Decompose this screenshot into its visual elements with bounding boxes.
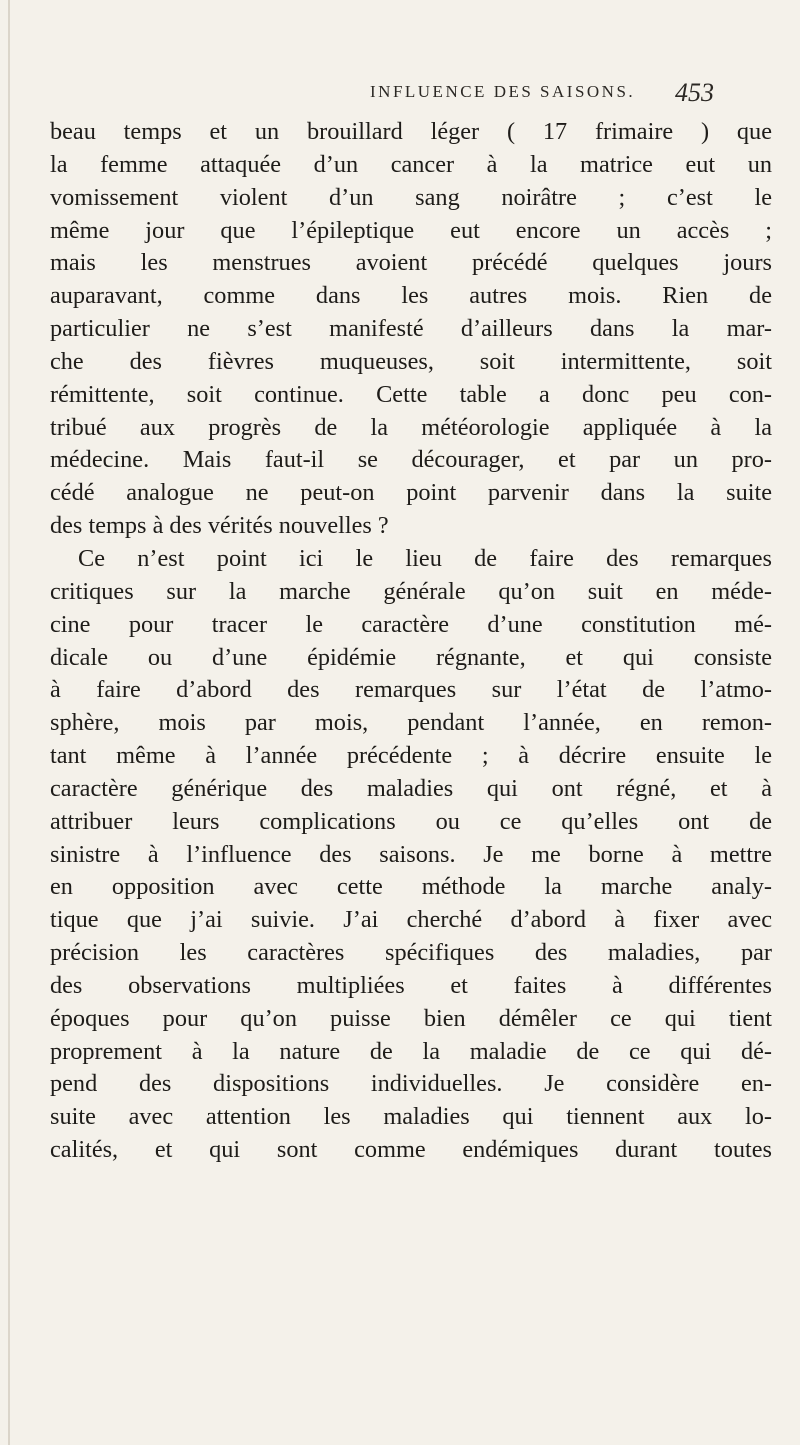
text-line: dicale ou d’une épidémie régnante, et qui consiste	[50, 643, 772, 671]
page-number: 453	[675, 78, 714, 107]
text-line: tant même à l’année précédente ; à décrire ensuite le	[50, 742, 772, 770]
text-line: des observations multipliées et faites à différentes	[50, 971, 772, 999]
text-line: précision les caractères spécifiques des maladies, par	[50, 939, 772, 967]
text-line: tique que j’ai suivie. J’ai cherché d’abord à fixer avec	[50, 906, 772, 934]
text-line: en opposition avec cette méthode la marche analy-	[50, 873, 772, 901]
text-line: même jour que l’épileptique eut encore un accès ;	[50, 216, 772, 244]
text-line: vomissement violent d’un sang noirâtre ; c’est le	[50, 183, 772, 211]
text-line: critiques sur la marche générale qu’on suit en méde-	[50, 577, 772, 605]
text-line: proprement à la nature de la maladie de ce qui dé-	[50, 1037, 772, 1065]
text-line: suite avec attention les maladies qui tiennent aux lo-	[50, 1103, 772, 1131]
text-line: la femme attaquée d’un cancer à la matrice eut un	[50, 150, 772, 178]
text-line: sphère, mois par mois, pendant l’année, en remon-	[50, 709, 772, 737]
text-line: caractère générique des maladies qui ont régné, et à	[50, 774, 772, 802]
page-header	[60, 78, 760, 118]
text-line: che des fièvres muqueuses, soit intermittente, soit	[50, 347, 772, 375]
text-line: cédé analogue ne peut-on point parvenir dans la suite	[50, 479, 772, 507]
text-line: auparavant, comme dans les autres mois. Rien de	[50, 282, 772, 310]
paragraph-start-line: Ce n’est point ici le lieu de faire des remarques	[78, 544, 772, 572]
text-line: beau temps et un brouillard léger ( 17 frimaire ) que	[50, 118, 772, 145]
text-line: pend des dispositions individuelles. Je considère en-	[50, 1070, 772, 1098]
text-line: tribué aux progrès de la météorologie appliquée à la	[50, 413, 772, 441]
paragraph-end-line: des temps à des vérités nouvelles ?	[50, 512, 389, 540]
text-line: attribuer leurs complications ou ce qu’elles ont de	[50, 807, 772, 835]
text-line: cine pour tracer le caractère d’une constitution mé-	[50, 610, 772, 638]
text-line: particulier ne s’est manifesté d’ailleurs dans la mar-	[50, 315, 772, 343]
text-line: médecine. Mais faut-il se décourager, et par un pro-	[50, 446, 772, 474]
running-title: INFLUENCE DES SAISONS.	[370, 82, 636, 101]
text-line: à faire d’abord des remarques sur l’état de l’atmo-	[50, 676, 772, 704]
text-line: époques pour qu’on puisse bien démêler ce qui tient	[50, 1004, 772, 1032]
page-gutter-edge	[8, 0, 10, 1445]
body-text	[50, 116, 772, 1167]
text-line: calités, et qui sont comme endémiques durant toutes	[50, 1136, 772, 1164]
text-line: sinistre à l’influence des saisons. Je me borne à mettre	[50, 840, 772, 868]
text-line: mais les menstrues avoient précédé quelques jours	[50, 249, 772, 277]
text-line: rémittente, soit continue. Cette table a donc peu con-	[50, 380, 772, 408]
